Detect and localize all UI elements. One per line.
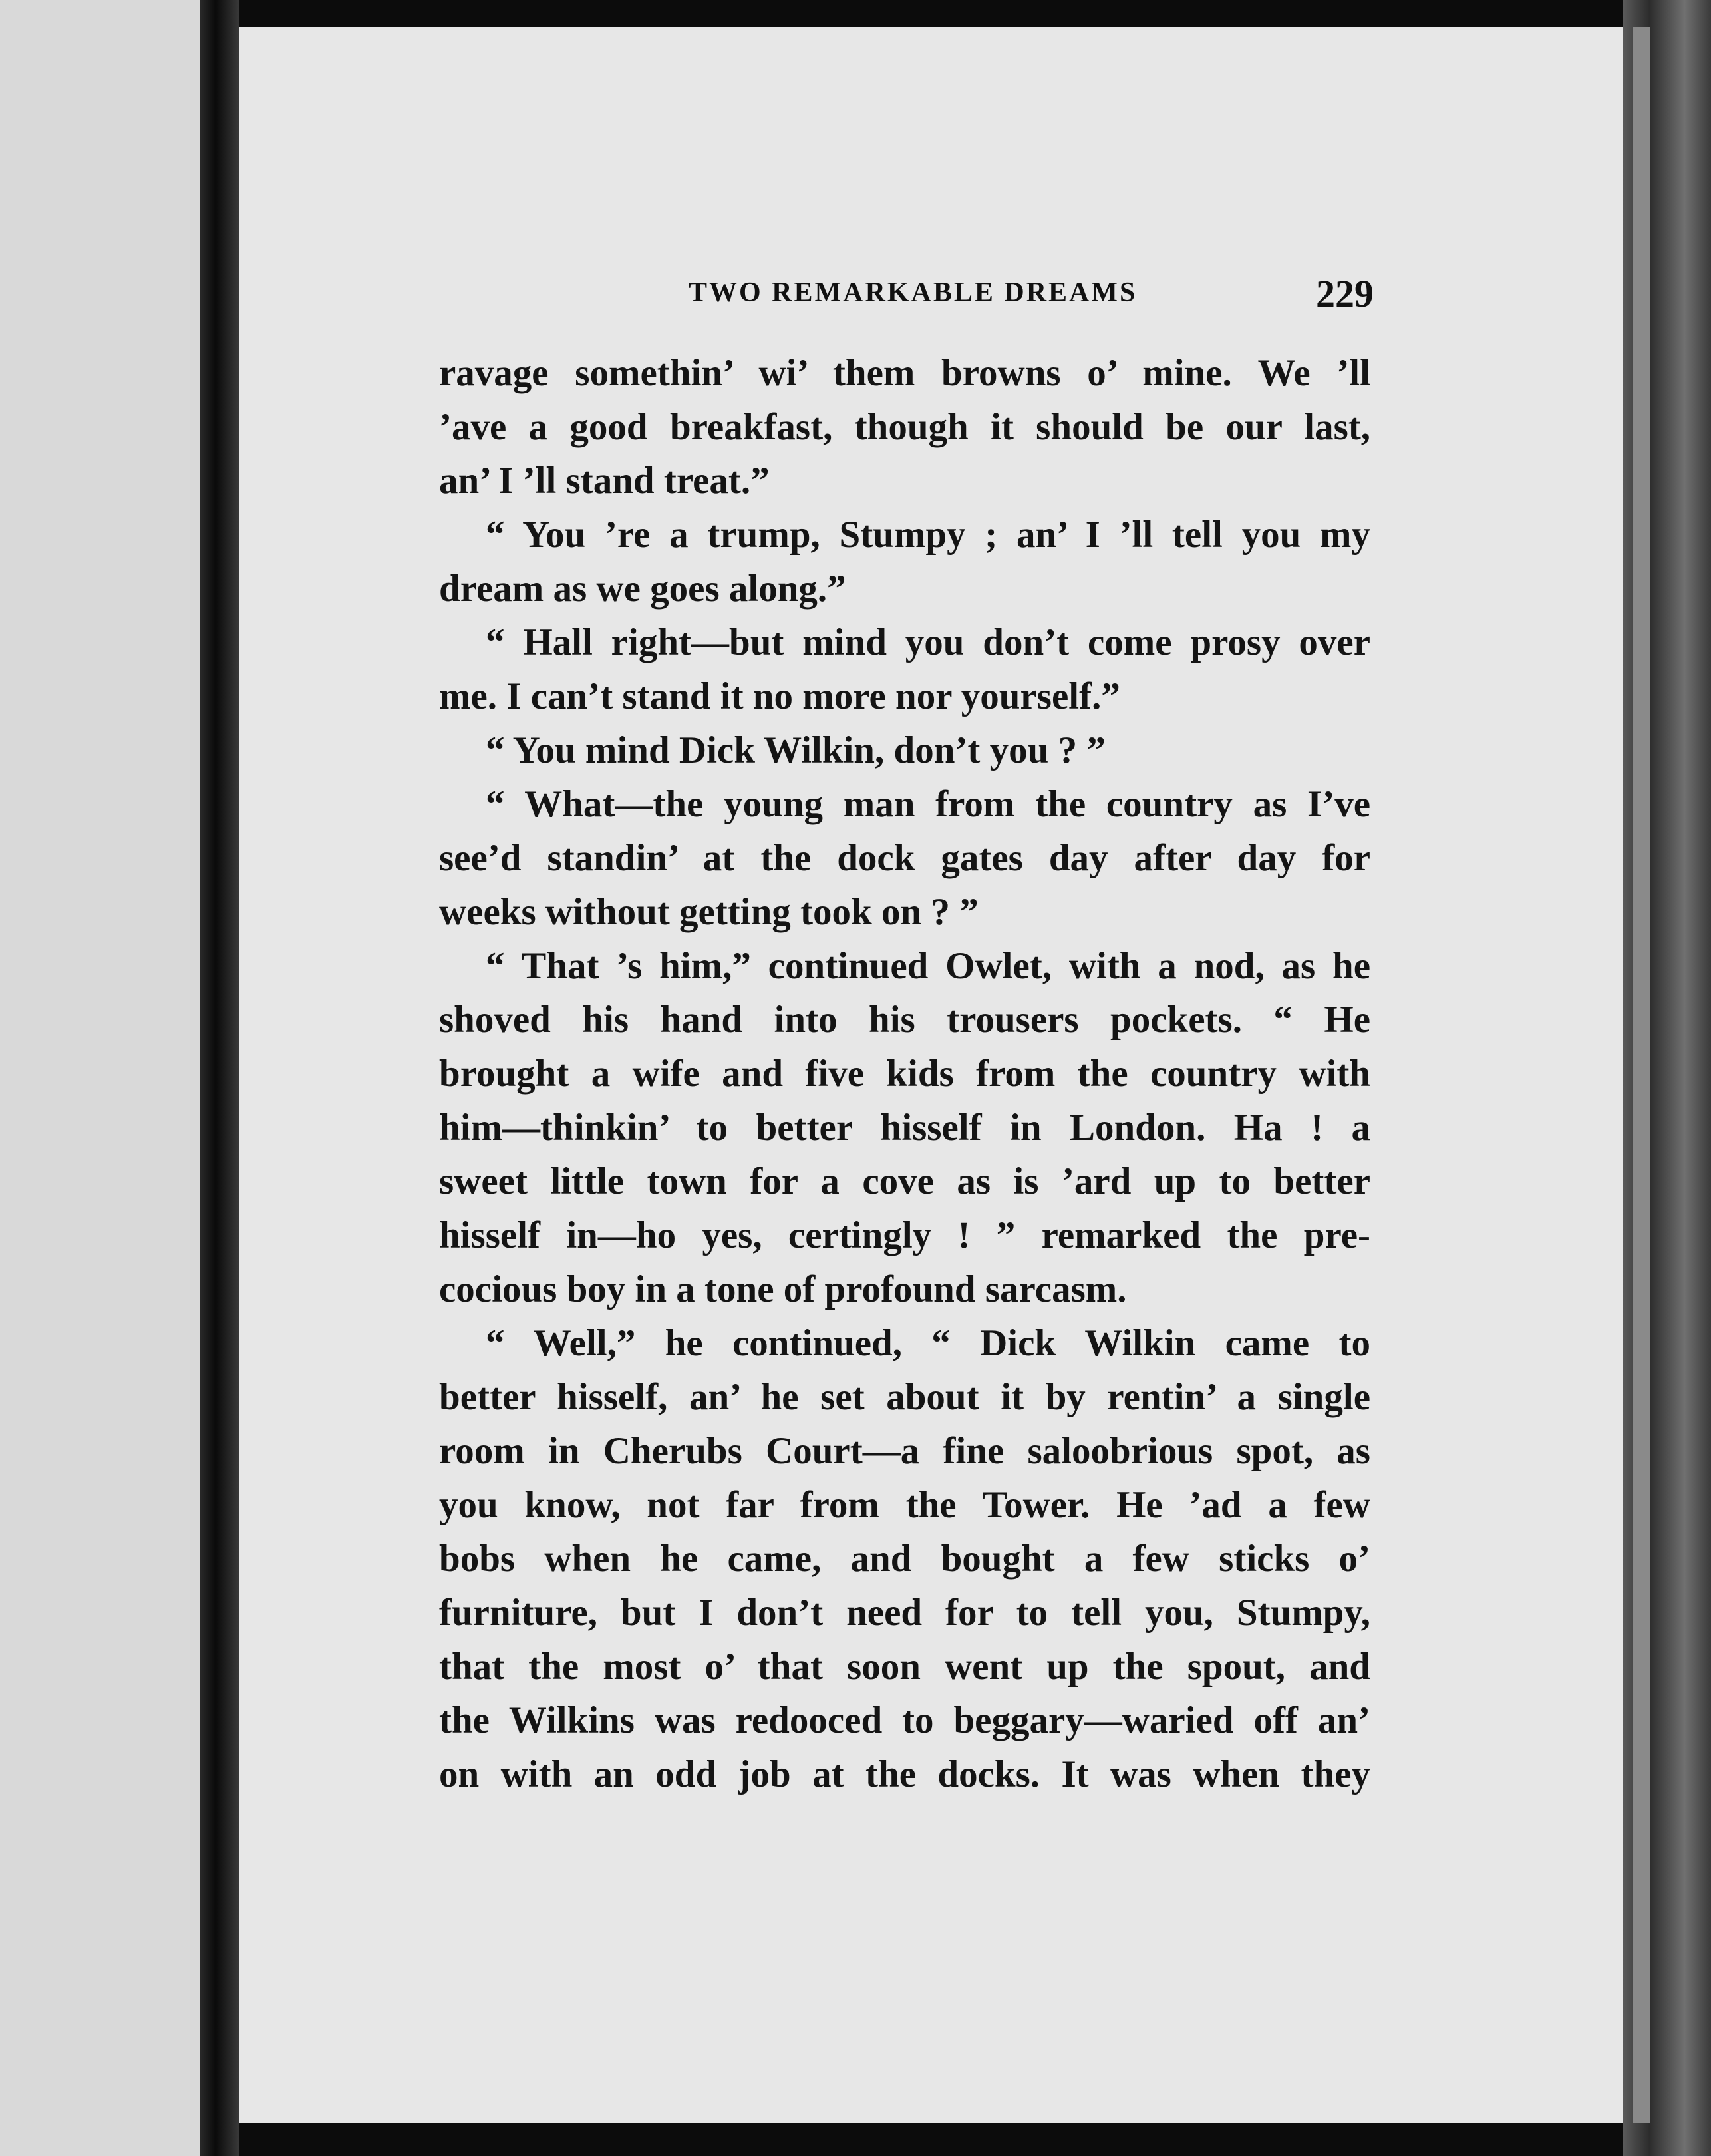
running-head — [689, 271, 1374, 318]
text-line: you know, not far from the Tower. He ’ad a few — [439, 1484, 1370, 1526]
text-line: bobs when he came, and bought a few sticks o’ — [439, 1538, 1370, 1580]
text-line: the Wilkins was redooced to beggary—waried off an’ — [439, 1700, 1370, 1741]
text-line: “ That ’s him,” continued Owlet, with a nod, as he — [486, 945, 1370, 987]
text-line: me. I can’t stand it no more nor yourself.” — [439, 675, 1120, 717]
text-line: brought a wife and five kids from the country with — [439, 1053, 1370, 1095]
text-line: “ Well,” he continued, “ Dick Wilkin came to — [486, 1322, 1370, 1364]
book-gutter — [200, 0, 239, 2156]
text-line: ravage somethin’ wi’ them browns o’ mine. We ’ll — [439, 352, 1370, 394]
text-line: on with an odd job at the docks. It was when they — [439, 1753, 1370, 1795]
text-line: “ Hall right—but mind you don’t come prosy over — [486, 622, 1370, 663]
text-line: dream as we goes along.” — [439, 568, 846, 610]
text-line: “ You mind Dick Wilkin, don’t you ? ” — [486, 729, 1106, 771]
text-line: that the most o’ that soon went up the spout, and — [439, 1646, 1370, 1688]
text-line: hisself in—ho yes, certingly ! ” remarked the pre- — [439, 1214, 1370, 1256]
text-line: shoved his hand into his trousers pockets. “ He — [439, 999, 1370, 1041]
text-line: weeks without getting took on ? ” — [439, 891, 979, 933]
text-line: cocious boy in a tone of profound sarcasm. — [439, 1268, 1127, 1310]
text-line: see’d standin’ at the dock gates day after day for — [439, 837, 1370, 879]
text-line: furniture, but I don’t need for to tell you, Stumpy, — [439, 1592, 1370, 1634]
running-title: TWO REMARKABLE DREAMS — [689, 277, 1138, 308]
facing-page-left — [0, 0, 200, 2156]
text-line: “ You ’re a trump, Stumpy ; an’ I ’ll tell you my — [486, 514, 1370, 556]
page-number: 229 — [1316, 272, 1374, 315]
text-line: better hisself, an’ he set about it by rentin’ a single — [439, 1376, 1370, 1418]
text-line: him—thinkin’ to better hisself in London. Ha ! a — [439, 1107, 1370, 1149]
text-line: sweet little town for a cove as is ’ard up to better — [439, 1161, 1370, 1202]
text-line: “ What—the young man from the country as I’ve — [486, 783, 1370, 825]
text-line: an’ I ’ll stand treat.” — [439, 460, 770, 502]
text-line: room in Cherubs Court—a fine saloobrious spot, as — [439, 1430, 1370, 1472]
body-text — [439, 346, 1370, 1801]
page-stack-edge — [1633, 27, 1650, 2123]
text-line: ’ave a good breakfast, though it should be our last, — [439, 406, 1370, 448]
